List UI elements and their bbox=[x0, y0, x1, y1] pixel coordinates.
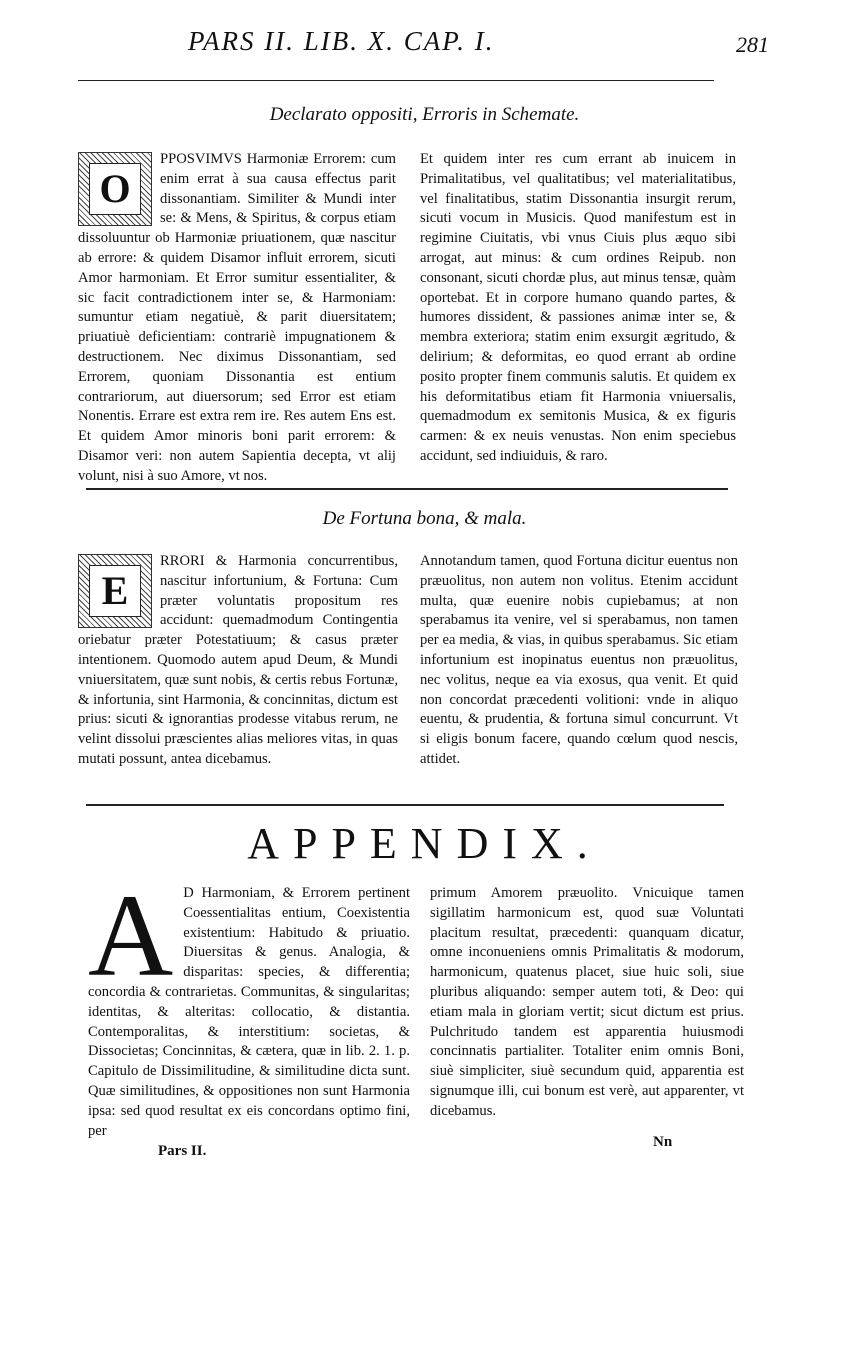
section-divider-2 bbox=[86, 804, 724, 806]
decorated-initial-o: O bbox=[78, 152, 152, 226]
section1-right-text: Et quidem inter res cum errant ab inuicem in Primalitatibus, vel qualitatibus; vel materialitatibus, vel finalitatibus, statim Dissonantia insurgit rerum, sicuti vocum in Musicis. Quod manifestum est in regimine Ciuitatis, vbi vnus Ciuis plus æquo sibi arrogat, aut minus: & cum ordines Reipub. non consonant, sicuti chordæ plus, aut minus tensæ, quàm oportebat. Et in corpore humano quando partes, & humores dissident, & passiones animæ inter se, & membra exteriora; statim enim exsurgit ægritudo, & delirium; & deformitas, eo quod errant ab ordine posito propter finem communis salutis. Et quidem ex his deformitatibus etiam fit Harmonia vniuersalis, quemadmodum ex semitonis Musica, & ex figuris carmen: & ex neuis venustas. Non enim speciebus accidunt, sed indiuiduis, & raro. bbox=[420, 151, 736, 464]
section-title-fortuna: De Fortuna bona, & mala. bbox=[322, 508, 527, 529]
section2-right-text: Annotandum tamen, quod Fortuna dicitur euentus non præuolitus, non autem non volitus. Etenim accidunt multa, quæ euenire nobis cupiebamus; at non sperabamus ita venire, vel si sperabamus, non tamen per ea media, & vias, in quibus sperabamus. Sic etiam infortunium est inopinatus euentus non præuolitus, nec volitus, neque ea via exosus, qua venit. Et quid non concordat præcedenti volitioni: vnde in aliquo euentu, & prudentia, & fortuna simul concurrunt. Vt si eligis bonum facere, quando cœlum quod nescis, attidet. bbox=[420, 553, 738, 767]
catchword: Nn bbox=[653, 1134, 673, 1150]
appendix-left-column bbox=[88, 870, 410, 1141]
section1-right-column bbox=[420, 150, 736, 467]
signature-mark: Pars II. bbox=[158, 1143, 207, 1159]
appendix-right-column bbox=[430, 884, 744, 1122]
page-header bbox=[0, 26, 849, 62]
appendix-title: APPENDIX. bbox=[247, 819, 602, 868]
header-rule bbox=[78, 80, 714, 81]
decorated-initial-e: E bbox=[78, 554, 152, 628]
section2-right-column bbox=[420, 552, 738, 770]
appendix-initial: A bbox=[88, 870, 174, 1001]
section-title-declarato: Declarato oppositi, Erroris in Schemate. bbox=[269, 104, 580, 125]
section1-left-text: PPOSVIMVS Harmoniæ Errorem: cum enim errat à sua causa effectus parit dissonantiam. Similiter & Mundi inter se: & Mens, & Spiritus, & corpus etiam dissoluuntur ob Harmoniæ priuationem, quæ nascitur ab errore: & quidem Disamor influit errorem, sicuti Amor harmoniam. Et Error sumitur essentialiter, & sic facit contradictionem inter se, & Harmoniam: sumuntur etiam negatiuè, & parit diuersitatem; priuatiuè deficientiam: contrariè impugnationem & destructionem. Nec diximus Dissonantiam, sed Errorem, quoniam Dissonantia est entium contrariorum, aut diuersorum; sed Error est etiam Nonentis. Errare est extra rem ire. Res autem Ens est. Et quidem Amor minoris boni parit errorem: & Disamor veri: non autem Sapientia decepta, vt alij volunt, nisi à suo Amore, vt nos. bbox=[78, 151, 396, 484]
section1-left-column bbox=[78, 150, 396, 487]
section2-left-text: RRORI & Harmonia concurrentibus, nascitur infortunium, & Fortuna: Cum præter voluntatis propositum res accidunt: quemadmodum Contingentia oriebatur præter Potestatiuum; & casus præter intentionem. Quomodo autem apud Deum, & Mundi vniuersitatem, quæ sunt nobis, & certis rebus Fortunæ, & infortunia, sint Harmonia, & concinnitas, dictum est prius: sicuti & ignorantias prodesse vitabus rerum, ne velint dissolui præscientes alias meliores vitas, in quas mutati possunt, antea dicebamus. bbox=[78, 553, 398, 767]
running-title: PARS II. LIB. X. CAP. I. bbox=[188, 26, 495, 56]
section2-left-column bbox=[78, 552, 398, 770]
appendix-left-text: D Harmoniam, & Errorem pertinent Coessentialitas entium, Coexistentia existentium: Habitudo & priuatio. Diuersitas & genus. Analogia, & disparitas: species, & differentia; concordia & contrarietas. Communitas, & singularitas; identitas, & alteritas: collocatio, & distantia. Contemporalitas, & interstitium: societas, & Dissocietas; Concinnitas, & cætera, quæ in lib. 2. 1. p. Capitulo de Dissimilitudine, & similitudine dicta sunt. Quæ similitudines, & oppositiones non sunt Harmonia ipsa: sed quod resultat ex eis concordans optimo fini, per bbox=[88, 885, 410, 1139]
appendix-right-text: primum Amorem præuolito. Vnicuique tamen sigillatim harmonicum est, quod suæ Voluntati placitum resultat, præcedenti: quanquam dicatur, omne inconueniens omnis Primalitatis & modorum, harmonicum, quatenus placet, siue huic soli, siue pluribus aliquando: semper autem toti, & Deo: qui etiam mala in gloriam vertit; sicut dictum est prius. Pulchritudo tandem est apparentia huiusmodi concinnatis partialiter. Totaliter enim omnis Boni, siuè simpliciter, siuè secundum quid, apparentia est signumque illi, cui bonum est verè, aut apparenter, vt dicebamus. bbox=[430, 885, 744, 1119]
section-divider-1 bbox=[86, 488, 728, 490]
page-number: 281 bbox=[736, 32, 769, 57]
